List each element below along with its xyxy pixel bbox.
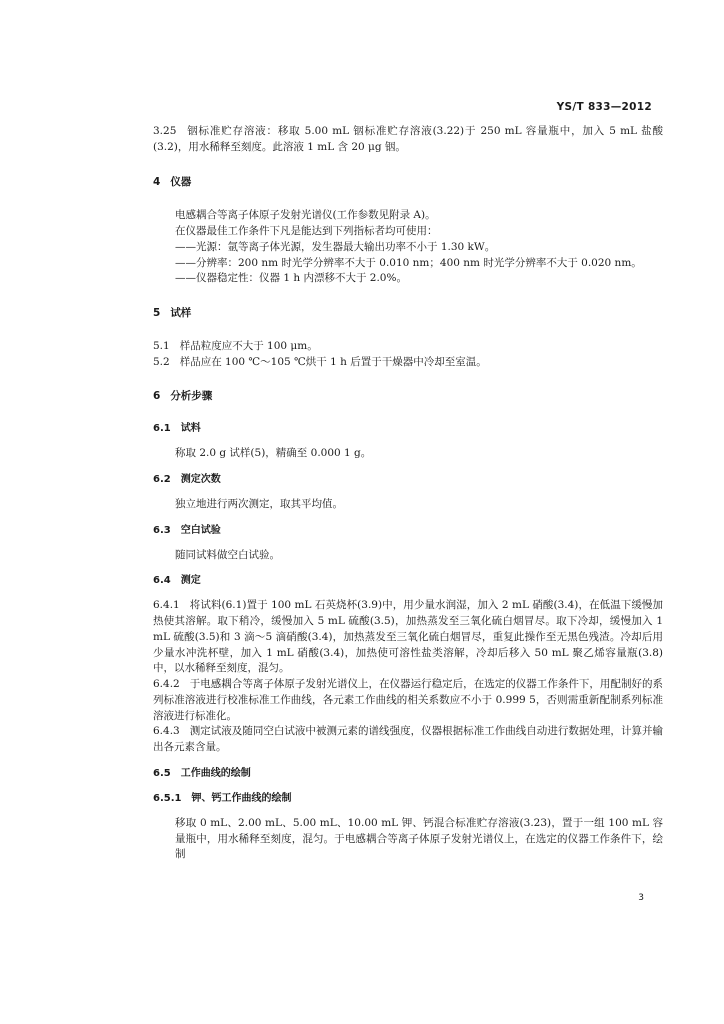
- section-title: 试样: [170, 307, 192, 319]
- clause-number: 5.2: [153, 355, 170, 368]
- subsection-6-5-heading: [153, 766, 663, 781]
- clause-text: 将试料(6.1)置于 100 mL 石英烧杯(3.9)中，用少量水润湿，加入 2 mL 硝酸(3.4)，在低温下缓慢加热使其溶解。取下稍冷，缓慢加入 5 mL 硫酸(3.5)，加热蒸发至三氧化硫白烟冒尽。取下冷却，缓慢加入 1 mL 硫酸(3.5)和 3 滴～5 滴硝酸(3.4)，加热蒸发至三氧化硫白烟冒尽，重复此操作至无黑色残渣。冷却后用少量水冲洗杯壁，加入 1 mL 硝酸(3.4)，加热使可溶性盐类溶解，冷却后移入 50 mL 聚乙烯容量瓶(3.8)中，以水稀释至刻度，混匀。: [153, 599, 663, 675]
- page-number: 3: [638, 893, 644, 903]
- section-number: 4: [153, 175, 161, 188]
- subsection-title: 工作曲线的绘制: [180, 767, 251, 779]
- clause-text: 样品应在 100 ℃～105 ℃烘干 1 h 后置于干燥器中冷却至室温。: [179, 355, 487, 368]
- subsection-6-5-1-text: 移取 0 mL、2.00 mL、5.00 mL、10.00 mL 钾、钙混合标准贮存溶液(3.23)，置于一组 100 mL 容量瓶中，用水稀释至刻度，混匀。于电感耦合等离子体原子发射光谱仪上，在选定的仪器工作条件下，绘制: [175, 816, 663, 861]
- subsection-number: 6.4: [153, 575, 171, 587]
- clause-5-1: [153, 339, 663, 355]
- subsection-6-5-1-heading: [153, 791, 663, 806]
- section-6-heading: [153, 389, 663, 405]
- standard-code: YS/T 833—2012: [556, 101, 652, 113]
- subsection-number: 6.5.1: [153, 792, 182, 804]
- spec-item-light-source: ——光源：氩等离子体光源，发生器最大输出功率不小于 1.30 kW。: [175, 240, 496, 253]
- subsection-6-1-text: 称取 2.0 g 试样(5)，精确至 0.000 1 g。: [175, 447, 372, 459]
- section-5-heading: [153, 306, 663, 322]
- subsection-6-2-text: 独立地进行两次测定，取其平均值。: [175, 497, 343, 510]
- section-4-intro: 电感耦合等离子体原子发射光谱仪(工作参数见附录 A)。: [175, 209, 436, 222]
- subsection-number: 6.1: [153, 423, 171, 434]
- clause-text: 铟标准贮存溶液：移取 5.00 mL 铟标准贮存溶液(3.22)于 250 mL 容量瓶中，加入 5 mL 盐酸(3.2)，用水稀释至刻度。此溶液 1 mL 含 20 μg 铟。: [153, 125, 663, 153]
- subsection-6-2-heading: [153, 472, 663, 487]
- subsection-number: 6.5: [153, 767, 171, 779]
- clause-number: 6.4.1: [153, 599, 180, 612]
- clause-text: 样品粒度应不大于 100 μm。: [179, 339, 318, 352]
- subsection-title: 空白试验: [180, 524, 221, 536]
- subsection-6-3-heading: [153, 523, 663, 538]
- subsection-number: 6.3: [153, 524, 171, 536]
- subsection-number: 6.2: [153, 473, 171, 485]
- clause-number: 5.1: [153, 339, 170, 352]
- section-number: 6: [153, 390, 161, 403]
- clause-6-4-3: [153, 724, 663, 756]
- section-number: 5: [153, 307, 161, 319]
- subsection-6-4-heading: [153, 573, 663, 588]
- section-title: 仪器: [170, 175, 192, 188]
- spec-item-stability: ——仪器稳定性：仪器 1 h 内漂移不大于 2.0%。: [175, 272, 407, 285]
- spec-item-resolution: ——分辨率：200 nm 时光学分辨率不大于 0.010 nm；400 nm 时光学分辨率不大于 0.020 nm。: [175, 256, 642, 269]
- section-4-heading: [153, 175, 663, 191]
- subsection-title: 测定次数: [180, 473, 221, 485]
- clause-text: 测定试液及随同空白试液中被测元素的谱线强度，仪器根据标准工作曲线自动进行数据处理，计算并输出各元素含量。: [153, 725, 663, 753]
- clause-5-2: [153, 355, 663, 371]
- subsection-title: 试料: [180, 423, 201, 434]
- clause-6-4-2: [153, 677, 663, 724]
- clause-number: 6.4.3: [153, 725, 180, 738]
- clause-3-25: [153, 124, 663, 156]
- subsection-title: 测定: [180, 575, 201, 587]
- subsection-title: 钾、钙工作曲线的绘制: [191, 792, 292, 804]
- subsection-6-1-heading: [153, 421, 663, 436]
- clause-number: 6.4.2: [153, 678, 180, 690]
- clause-6-4-1: [153, 598, 663, 677]
- section-title: 分析步骤: [170, 390, 213, 403]
- section-4-condition: 在仪器最佳工作条件下凡是能达到下列指标者均可使用：: [175, 225, 438, 237]
- clause-number: 3.25: [153, 125, 177, 137]
- subsection-6-3-text: 随同试料做空白试验。: [175, 548, 280, 561]
- page-content: [153, 124, 663, 863]
- clause-text: 于电感耦合等离子体原子发射光谱仪上，在仪器运行稳定后，在选定的仪器工作条件下，用配制好的系列标准溶液进行校准标准工作曲线，各元素工作曲线的相关系数应不小于 0.999 5，否则需重新配制系列标准溶液进行标准化。: [153, 678, 663, 722]
